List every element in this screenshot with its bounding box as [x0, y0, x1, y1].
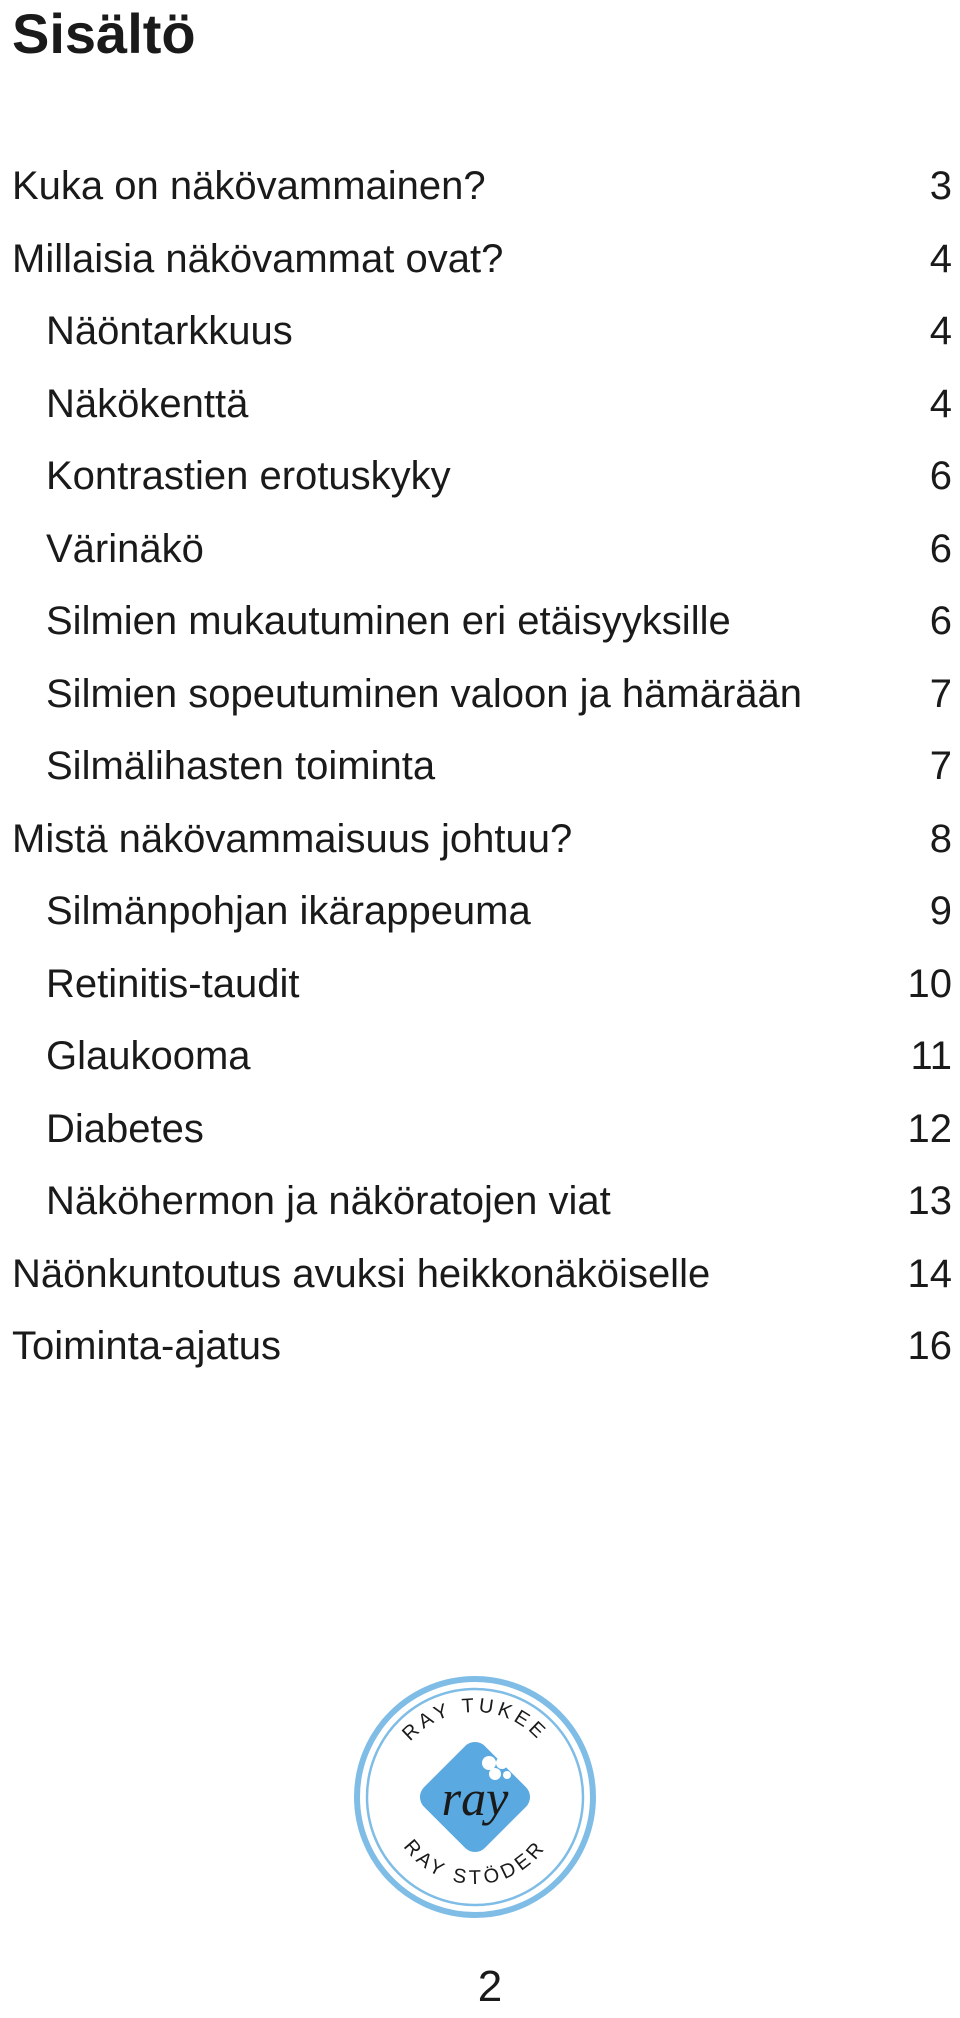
toc-entry[interactable]: [12, 1020, 952, 1093]
logo-top-text: RAY TUKEE: [398, 1694, 552, 1746]
toc-entry-label: Näkökenttä: [46, 381, 249, 426]
toc-entry-page: 6: [929, 526, 952, 571]
logo-bottom-text: RAY STÖDER: [399, 1835, 551, 1890]
toc-entry-label: Näköhermon ja näköratojen viat: [46, 1179, 611, 1223]
logo-bubble: [482, 1756, 496, 1770]
page-title: Sisältö: [12, 2, 196, 65]
toc-entry[interactable]: [12, 658, 952, 731]
toc-entry[interactable]: [12, 803, 952, 876]
toc-entry-label: Värinäkö: [46, 526, 204, 571]
toc-entry-page: 4: [929, 309, 952, 353]
toc-entry-page: 4: [929, 381, 952, 426]
toc-entry[interactable]: [12, 295, 952, 368]
toc-entry-page: 8: [929, 816, 952, 861]
toc-entry[interactable]: [12, 875, 952, 948]
ray-logo: [350, 1672, 600, 1922]
toc-entry-label: Näöntarkkuus: [46, 309, 293, 353]
toc-entry-page: 12: [907, 1106, 952, 1151]
toc-entry-page: 4: [929, 236, 952, 281]
logo-center-text: ray: [441, 1770, 509, 1826]
toc-entry-page: 9: [929, 889, 952, 933]
toc-entry[interactable]: [12, 368, 952, 441]
toc-entry[interactable]: [12, 1093, 952, 1166]
toc-entry[interactable]: [12, 440, 952, 513]
toc-entry-label: Kuka on näkövammainen?: [12, 164, 486, 208]
toc-entry-label: Näönkuntoutus avuksi heikkonäköiselle: [12, 1251, 711, 1296]
toc-entry-page: 16: [907, 1324, 952, 1368]
toc-entry-page: 14: [907, 1251, 952, 1296]
toc-entry[interactable]: [12, 513, 952, 586]
toc-entry-page: 3: [929, 164, 952, 208]
toc-entry[interactable]: [12, 1165, 952, 1238]
toc-entry-label: Silmien mukautuminen eri etäisyyksille: [46, 599, 731, 643]
logo-bubble: [496, 1757, 508, 1769]
toc-entry-page: 7: [929, 744, 952, 788]
toc-entry-label: Silmälihasten toiminta: [46, 744, 436, 788]
toc-entry[interactable]: [12, 730, 952, 803]
toc-entry-page: 11: [910, 1034, 952, 1078]
toc-entry[interactable]: [12, 585, 952, 658]
toc-entry-page: 6: [929, 599, 952, 643]
toc-entry-page: 13: [907, 1179, 952, 1223]
toc-entry-page: 6: [929, 454, 952, 498]
toc-entry[interactable]: [12, 1310, 952, 1383]
toc-entry-label: Silmänpohjan ikärappeuma: [46, 889, 531, 933]
toc-entry-label: Diabetes: [46, 1106, 204, 1151]
toc-entry-page: 7: [929, 671, 952, 716]
toc-entry-label: Silmien sopeutuminen valoon ja hämärään: [46, 671, 803, 716]
toc-entry-page: 10: [907, 961, 952, 1006]
table-of-contents: [12, 150, 952, 1383]
toc-entry[interactable]: [12, 223, 952, 296]
toc-entry[interactable]: [12, 150, 952, 223]
page-number: 2: [477, 1962, 503, 2011]
toc-entry[interactable]: [12, 948, 952, 1021]
toc-entry-label: Glaukooma: [46, 1034, 251, 1078]
toc-entry[interactable]: [12, 1238, 952, 1311]
toc-entry-label: Mistä näkövammaisuus johtuu?: [12, 816, 573, 861]
toc-entry-label: Toiminta-ajatus: [12, 1324, 282, 1368]
toc-entry-label: Retinitis-taudit: [46, 961, 300, 1006]
toc-entry-label: Millaisia näkövammat ovat?: [12, 236, 504, 281]
toc-entry-label: Kontrastien erotuskyky: [46, 454, 451, 498]
